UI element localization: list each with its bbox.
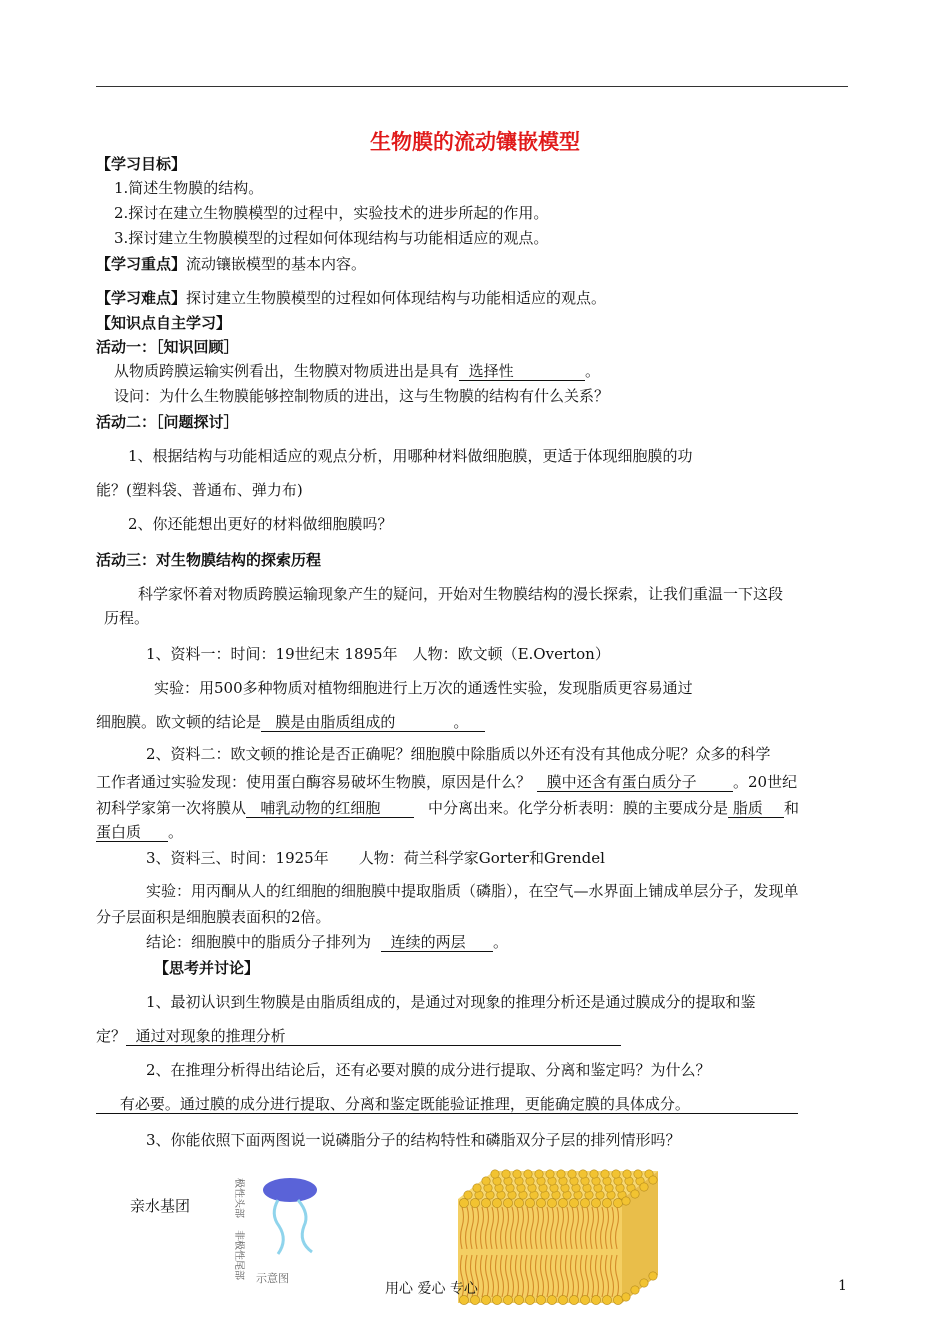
answer-red-cell: 哺乳动物的红细胞 — [246, 800, 414, 818]
head-bead — [579, 1170, 587, 1178]
activity3-heading: 活动三：对生物膜结构的探索历程 — [96, 551, 322, 569]
head-bead — [591, 1295, 600, 1304]
activity2-q1a: 1、根据结构与功能相适应的观点分析，用哪种材料做细胞膜，更适于体现细胞膜的功 — [128, 447, 693, 465]
head-bead — [649, 1176, 657, 1184]
head-bead — [622, 1197, 630, 1205]
material2-d: 蛋白质 。 — [96, 823, 184, 841]
activity3-intro-a: 科学家怀着对物质跨膜运输现象产生的疑问，开始对生物膜结构的漫长探索，让我们重温一下这段 — [138, 585, 784, 603]
goals-heading: 【学习目标】 — [96, 155, 187, 173]
head-bead — [525, 1295, 534, 1304]
head-bead — [558, 1295, 567, 1304]
head-bead — [535, 1170, 543, 1178]
answer-selectivity: 选择性 — [459, 363, 585, 381]
head-bead — [503, 1198, 512, 1207]
material1-experiment: 实验：用500多种物质对植物细胞进行上万次的通透性实验，发现脂质更容易通过 — [154, 679, 693, 697]
material3-exp-a: 实验：用丙酮从人的红细胞的细胞膜中提取脂质（磷脂），在空气—水界面上铺成单层分子，发现单 — [146, 882, 799, 900]
head-bead — [612, 1170, 620, 1178]
head-bead — [590, 1170, 598, 1178]
head-bead — [569, 1295, 578, 1304]
head-bead — [634, 1170, 642, 1178]
head-bead — [569, 1198, 578, 1207]
goal-1: 1.简述生物膜的结构。 — [114, 179, 264, 197]
head-bead — [580, 1198, 589, 1207]
goal-2: 2.探讨在建立生物膜模型的过程中，实验技术的进步所起的作用。 — [114, 204, 549, 222]
answer-reasoning: 通过对现象的推理分析 — [126, 1028, 621, 1046]
head-bead — [558, 1198, 567, 1207]
activity1-q1: 从物质跨膜运输实例看出，生物膜对物质进出是具有 选择性 。 — [114, 362, 601, 380]
page-title: 生物膜的流动镶嵌模型 — [370, 130, 580, 154]
header-rule — [96, 86, 848, 87]
tail-label-group — [233, 1230, 246, 1280]
head-bead — [547, 1295, 556, 1304]
activity1-heading: 活动一：［知识回顾］ — [96, 338, 239, 356]
answer-bilayer: 连续的两层 — [381, 934, 493, 952]
activity3-intro-b: 历程。 — [104, 609, 150, 627]
head-bead — [602, 1295, 611, 1304]
head-bead — [514, 1295, 523, 1304]
head-bead — [459, 1198, 468, 1207]
head-bead — [640, 1183, 648, 1191]
head-bead — [502, 1170, 510, 1178]
head-bead — [491, 1170, 499, 1178]
key-label: 【学习重点】 — [96, 255, 187, 273]
think-q1b: 定？ 通过对现象的推理分析 — [96, 1025, 621, 1046]
difficulty-label: 【学习难点】 — [96, 289, 187, 307]
head-bead — [580, 1295, 589, 1304]
think-q3: 3、你能依照下面两图说一说磷脂分子的结构特性和磷脂双分子层的排列情形吗？ — [146, 1131, 681, 1149]
activity2-q1b: 能？(塑料袋、普通布、弹力布) — [96, 481, 303, 499]
head-bead — [481, 1198, 490, 1207]
head-bead — [557, 1170, 565, 1178]
difficulty-point — [96, 287, 606, 308]
head-bead — [602, 1198, 611, 1207]
answer-protein-molecule: 膜中还含有蛋白质分子 — [537, 774, 733, 792]
head-bead — [514, 1198, 523, 1207]
head-bead — [481, 1295, 490, 1304]
activity1-q2: 设问：为什么生物膜能够控制物质的进出，这与生物膜的结构有什么关系？ — [114, 387, 610, 405]
head-bead — [536, 1295, 545, 1304]
head-bead — [613, 1198, 622, 1207]
tail-label: 非极性尾部 — [233, 1230, 244, 1280]
head-bead — [513, 1170, 521, 1178]
phospholipid-figure — [212, 1150, 348, 1290]
think-q2-answer — [96, 1095, 798, 1114]
activity2-heading: 活动二：［问题探讨］ — [96, 413, 239, 431]
footer-text: 用心 爱心 专心 — [385, 1281, 478, 1297]
head-label-group — [233, 1178, 246, 1218]
material2-a: 2、资料二：欧文顿的推论是否正确呢？细胞膜中除脂质以外还有没有其他成分呢？众多的科学 — [146, 745, 771, 763]
head-bead — [547, 1198, 556, 1207]
head-bead — [640, 1279, 648, 1287]
head-bead — [631, 1190, 639, 1198]
head-bead — [536, 1198, 545, 1207]
goal-3: 3.探讨建立生物膜模型的过程如何体现结构与功能相适应的观点。 — [114, 229, 549, 247]
head-bead — [613, 1295, 622, 1304]
material3-conclusion: 结论：细胞膜中的脂质分子排列为 连续的两层 。 — [146, 933, 509, 951]
head-bead — [503, 1295, 512, 1304]
material3-head: 3、资料三、时间：1925年 人物：荷兰科学家Gorter和Grendel — [146, 849, 605, 867]
head-bead — [482, 1177, 490, 1185]
activity2-q2: 2、你还能想出更好的材料做细胞膜吗？ — [128, 515, 393, 533]
think-heading: 【思考并讨论】 — [154, 959, 260, 977]
head-bead — [546, 1170, 554, 1178]
front-face — [458, 1199, 622, 1303]
head-bead — [623, 1170, 631, 1178]
material1-conclusion: 细胞膜。欧文顿的结论是 膜是由脂质组成的 。 — [96, 711, 485, 732]
head-bead — [649, 1272, 657, 1280]
head-bead — [631, 1286, 639, 1294]
head-bead — [525, 1198, 534, 1207]
think-q2: 2、在推理分析得出结论后，还有必要对膜的成分进行提取、分离和鉴定吗？为什么？ — [146, 1061, 711, 1079]
answer-lipid-2: 脂质 — [728, 800, 784, 818]
hydrophilic-label: 亲水基团 — [130, 1197, 191, 1215]
answer-necessary: 有必要。通过膜的成分进行提取、分离和鉴定既能验证推理，更能确定膜的具体成分。 — [96, 1096, 798, 1114]
head-bead — [568, 1170, 576, 1178]
head-label: 极性头部 — [233, 1178, 244, 1218]
head-bead — [622, 1293, 630, 1301]
figure-caption: 示意图 — [256, 1272, 289, 1285]
head-bead — [492, 1295, 501, 1304]
material2-b: 工作者通过实验发现：使用蛋白酶容易破坏生物膜，原因是什么？ 膜中还含有蛋白质分子 。20世纪 — [96, 773, 798, 791]
key-text: 流动镶嵌模型的基本内容。 — [186, 255, 367, 273]
head-bead — [601, 1170, 609, 1178]
head-bead — [470, 1198, 479, 1207]
head-bead — [524, 1170, 532, 1178]
self-study-heading: 【知识点自主学习】 — [96, 314, 232, 332]
page-number: 1 — [838, 1278, 847, 1294]
answer-lipid: 膜是由脂质组成的 。 — [261, 714, 485, 732]
think-q1a: 1、最初认识到生物膜是由脂质组成的，是通过对现象的推理分析还是通过膜成分的提取和鉴 — [146, 993, 756, 1011]
head-bead — [591, 1198, 600, 1207]
polar-head — [263, 1178, 317, 1202]
key-point — [96, 253, 366, 274]
answer-protein: 蛋白质 — [96, 824, 168, 842]
material1-head: 1、资料一：时间：19世纪末 1895年 人物：欧文顿（E.Overton） — [146, 645, 610, 663]
material2-c: 初科学家第一次将膜从 哺乳动物的红细胞 中分离出来。化学分析表明：膜的主要成分是 脂质 和 — [96, 799, 800, 817]
head-bead — [464, 1191, 472, 1199]
head-bead — [492, 1198, 501, 1207]
difficulty-text: 探讨建立生物膜模型的过程如何体现结构与功能相适应的观点。 — [186, 289, 607, 307]
head-bead — [473, 1184, 481, 1192]
material3-exp-b: 分子层面积是细胞膜表面积的2倍。 — [96, 908, 331, 926]
